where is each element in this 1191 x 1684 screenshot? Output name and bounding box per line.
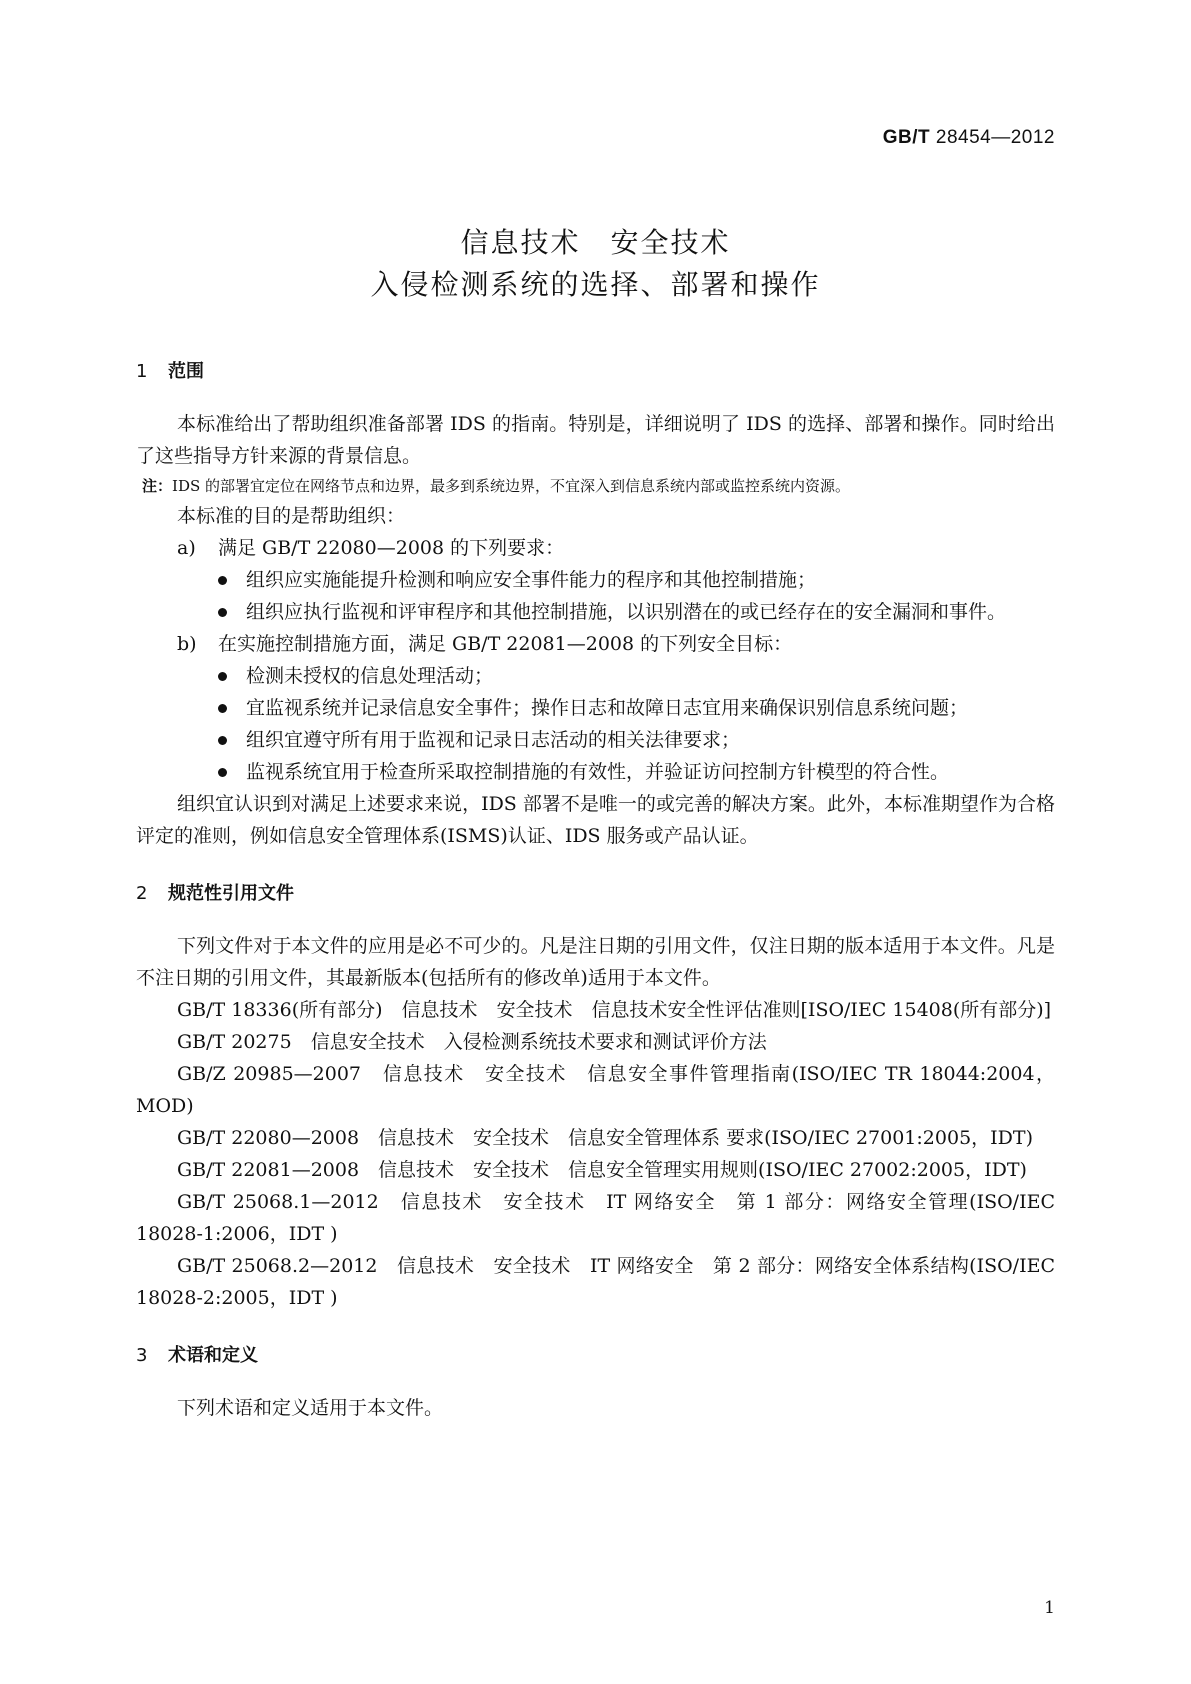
list-item-a <box>136 532 1055 564</box>
bullet-item <box>136 692 1055 724</box>
reference-entry: GB/T 22081—2008 信息技术 安全技术 信息安全管理实用规则(ISO/IEC 27002:2005，IDT) <box>177 1159 1027 1181</box>
bullet-icon <box>218 672 227 681</box>
reference-entry: GB/T 18336(所有部分) 信息技术 安全技术 信息技术安全性评估准则[ISO/IEC 15408(所有部分)] <box>177 999 1052 1021</box>
title-line-1: 信息技术 安全技术 <box>460 226 731 259</box>
list-item-b <box>136 628 1055 660</box>
references-intro: 下列文件对于本文件的应用是必不可少的。凡是注日期的引用文件，仅注日期的版本适用于本文件。凡是不注日期的引用文件，其最新版本(包括所有的修改单)适用于本文件。 <box>136 935 1055 989</box>
reference-entry: GB/T 25068.1—2012 信息技术 安全技术 IT 网络安全 第 1 部分：网络安全管理(ISO/IEC 18028-1:2006，IDT ) <box>136 1191 1055 1245</box>
bullet-text: 监视系统宜用于检查所采取控制措施的有效性，并验证访问控制方针模型的符合性。 <box>246 761 950 783</box>
section-title: 范围 <box>168 361 204 382</box>
bullet-icon <box>218 768 227 777</box>
bullet-text: 组织应执行监视和评审程序和其他控制措施，以识别潜在的或已经存在的安全漏洞和事件。 <box>246 601 1007 623</box>
section-number: 2 <box>136 883 148 904</box>
bullet-text: 宜监视系统并记录信息安全事件；操作日志和故障日志宜用来确保识别信息系统问题； <box>246 697 969 719</box>
section-title: 术语和定义 <box>168 1345 258 1366</box>
bullet-item <box>136 660 1055 692</box>
bullet-text: 组织宜遵守所有用于监视和记录日志活动的相关法律要求； <box>246 729 741 751</box>
bullet-icon <box>218 736 227 745</box>
bullet-text: 组织应实施能提升检测和响应安全事件能力的程序和其他控制措施； <box>246 569 817 591</box>
bullet-text: 检测未授权的信息处理活动； <box>246 665 494 687</box>
list-item-text: 在实施控制措施方面，满足 GB/T 22081—2008 的下列安全目标： <box>218 633 793 655</box>
reference-entry: GB/T 25068.2—2012 信息技术 安全技术 IT 网络安全 第 2 部分：网络安全体系结构(ISO/IEC 18028-2:2005，IDT ) <box>136 1255 1055 1309</box>
reference-entry: GB/T 20275 信息安全技术 入侵检测系统技术要求和测试评价方法 <box>177 1031 767 1053</box>
list-item-text: 满足 GB/T 22080—2008 的下列要求： <box>218 537 565 559</box>
document-title <box>0 222 1191 306</box>
section-title: 规范性引用文件 <box>168 883 294 904</box>
document-body <box>136 356 1055 1424</box>
bullet-icon <box>218 576 227 585</box>
bullet-icon <box>218 608 227 617</box>
title-line-2: 入侵检测系统的选择、部署和操作 <box>370 268 821 301</box>
standard-code <box>883 122 1055 154</box>
section-number: 3 <box>136 1345 148 1366</box>
scope-note <box>136 474 1055 498</box>
bullet-item <box>136 724 1055 756</box>
reference-entry: GB/T 22080—2008 信息技术 安全技术 信息安全管理体系 要求(ISO/IEC 27001:2005，IDT) <box>177 1127 1033 1149</box>
section-2-heading <box>136 878 1055 910</box>
standard-code-prefix: GB/T <box>882 127 931 148</box>
bullet-item <box>136 564 1055 596</box>
note-text: IDS 的部署宜定位在网络节点和边界，最多到系统边界，不宜深入到信息系统内部或监控系统内资源。 <box>172 477 851 495</box>
section-3-heading <box>136 1340 1055 1372</box>
list-marker: a) <box>177 537 196 559</box>
note-label: 注： <box>142 477 173 495</box>
bullet-item <box>136 596 1055 628</box>
scope-paragraph-1: 本标准给出了帮助组织准备部署 IDS 的指南。特别是，详细说明了 IDS 的选择、部署和操作。同时给出了这些指导方针来源的背景信息。 <box>136 413 1055 467</box>
bullet-item <box>136 756 1055 788</box>
scope-paragraph-2: 本标准的目的是帮助组织： <box>177 505 406 527</box>
section-1-heading <box>136 356 1055 388</box>
list-marker: b) <box>177 633 197 655</box>
terms-intro: 下列术语和定义适用于本文件。 <box>177 1397 444 1419</box>
standard-code-number: 28454—2012 <box>935 127 1055 148</box>
scope-paragraph-3: 组织宜认识到对满足上述要求来说，IDS 部署不是唯一的或完善的解决方案。此外，本标准期望作为合格评定的准则，例如信息安全管理体系(ISMS)认证、IDS 服务或产品认证。 <box>136 793 1055 847</box>
reference-entry: GB/Z 20985—2007 信息技术 安全技术 信息安全事件管理指南(ISO/IEC TR 18044:2004，MOD) <box>136 1063 1055 1117</box>
section-number: 1 <box>136 361 148 382</box>
bullet-icon <box>218 704 227 713</box>
page-number: 1 <box>1044 1598 1055 1618</box>
